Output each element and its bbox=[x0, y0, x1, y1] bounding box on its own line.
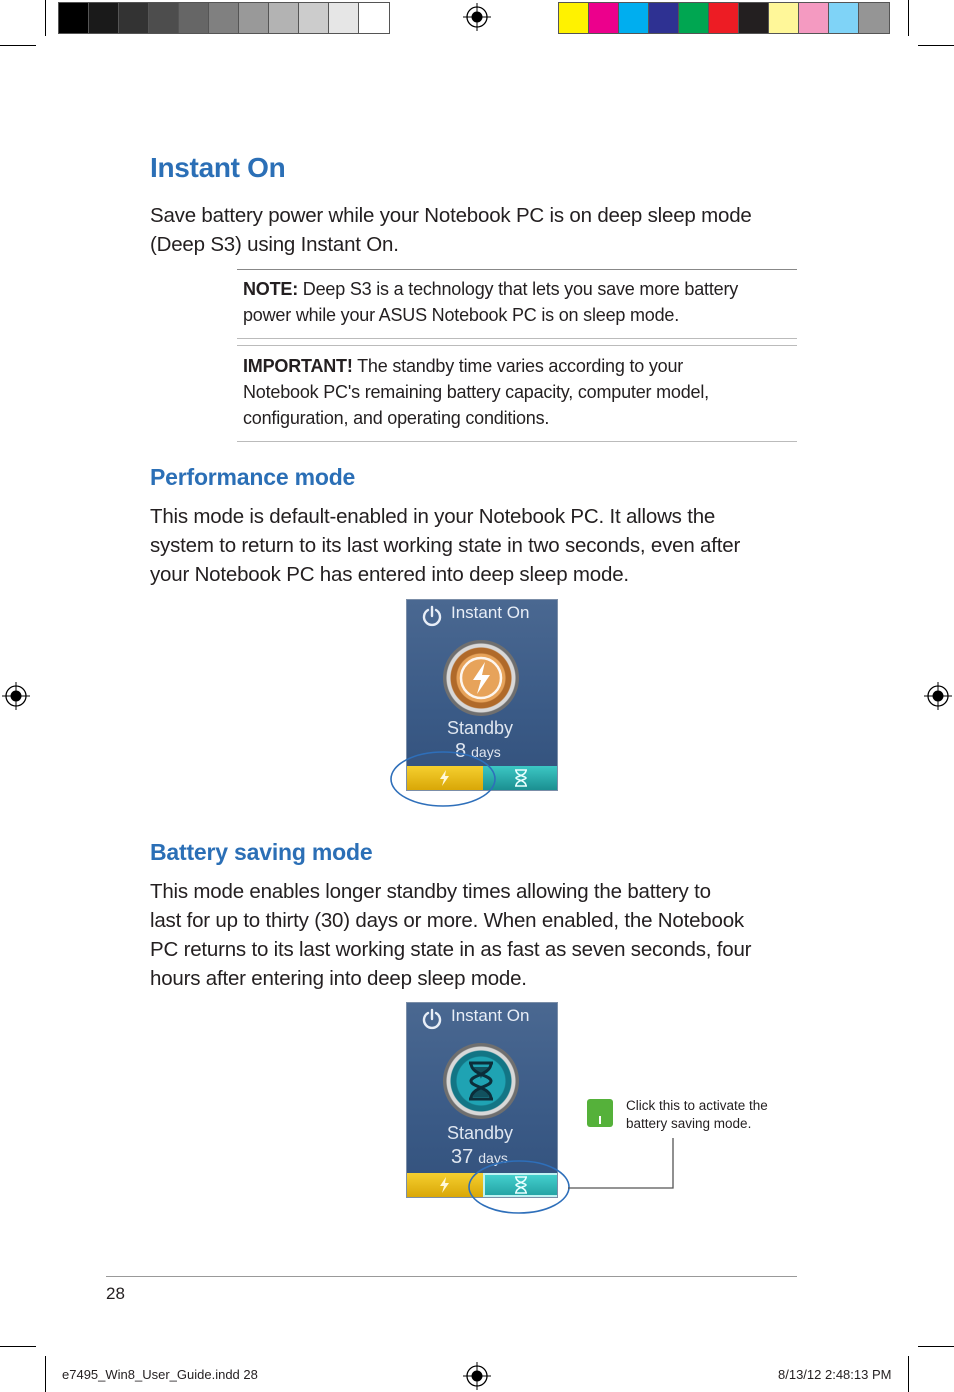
registration-mark-icon bbox=[2, 682, 30, 710]
standby-label: Standby bbox=[447, 718, 514, 738]
page-title: Instant On bbox=[150, 152, 286, 183]
important-box bbox=[243, 353, 803, 431]
registration-mark-icon bbox=[463, 3, 491, 31]
registration-mark-icon bbox=[463, 1362, 491, 1390]
battery-paragraph bbox=[150, 877, 830, 993]
performance-line: system to return to its last working state in two seconds, even after bbox=[150, 534, 741, 557]
crop-mark bbox=[918, 45, 954, 46]
performance-line: This mode is default-enabled in your Notebook PC. It allows the bbox=[150, 505, 716, 528]
standby-label: Standby bbox=[447, 1123, 514, 1143]
note-bottom-rule bbox=[237, 338, 797, 339]
grayscale-color-bar bbox=[58, 2, 390, 34]
callout-text bbox=[626, 1097, 768, 1133]
power-icon bbox=[421, 1008, 443, 1030]
important-label: IMPORTANT! bbox=[243, 356, 353, 376]
lightning-icon bbox=[443, 640, 519, 716]
crop-mark bbox=[918, 1346, 954, 1347]
registration-mark-icon bbox=[924, 682, 952, 710]
days-value: 8 bbox=[455, 740, 467, 762]
battery-heading: Battery saving mode bbox=[150, 839, 373, 865]
battery-line: PC returns to its last working state in as fast as seven seconds, four bbox=[150, 938, 752, 961]
note-text: Deep S3 is a technology that lets you save more battery bbox=[298, 279, 739, 299]
callout-marker bbox=[587, 1099, 613, 1127]
days-unit: days bbox=[471, 744, 501, 760]
battery-line: last for up to thirty (30) days or more. When enabled, the Notebook bbox=[150, 909, 744, 932]
hourglass-orb bbox=[443, 1043, 519, 1119]
crop-mark bbox=[908, 1356, 909, 1392]
note-label: NOTE: bbox=[243, 279, 298, 299]
performance-heading: Performance mode bbox=[150, 464, 356, 490]
important-top-rule bbox=[237, 345, 797, 346]
crop-mark bbox=[908, 0, 909, 36]
battery-line: This mode enables longer standby times allowing the battery to bbox=[150, 880, 711, 903]
hourglass-icon bbox=[513, 769, 529, 787]
crop-mark bbox=[45, 1356, 46, 1392]
crop-mark bbox=[0, 1346, 36, 1347]
lightning-orb bbox=[443, 640, 519, 716]
performance-line: your Notebook PC has entered into deep sleep mode. bbox=[150, 563, 629, 586]
power-icon bbox=[421, 605, 443, 627]
hourglass-icon bbox=[443, 1043, 519, 1119]
slug-date: 8/13/12 2:48:13 PM bbox=[778, 1367, 892, 1382]
crop-mark bbox=[0, 45, 36, 46]
slug-file: e7495_Win8_User_Guide.indd 28 bbox=[62, 1367, 258, 1382]
note-text: power while your ASUS Notebook PC is on sleep mode. bbox=[243, 305, 680, 325]
intro-paragraph bbox=[150, 201, 810, 259]
highlight-circle bbox=[466, 1158, 572, 1216]
battery-line: hours after entering into deep sleep mode. bbox=[150, 967, 527, 990]
crop-mark bbox=[45, 0, 46, 36]
intro-line: Save battery power while your Notebook PC is on deep sleep mode bbox=[150, 204, 752, 227]
important-text: configuration, and operating conditions. bbox=[243, 408, 550, 428]
days-value: 37 bbox=[451, 1146, 474, 1168]
note-top-rule bbox=[237, 269, 797, 270]
days-unit: days bbox=[478, 1150, 508, 1166]
widget-title: Instant On bbox=[451, 1006, 530, 1025]
note-box bbox=[243, 276, 803, 328]
performance-paragraph bbox=[150, 502, 830, 589]
page-number: 28 bbox=[106, 1284, 125, 1303]
important-text: The standby time varies according to your bbox=[352, 356, 684, 376]
highlight-circle bbox=[388, 749, 498, 809]
cmyk-color-bar bbox=[558, 2, 890, 34]
callout-line: Click this to activate the bbox=[626, 1098, 768, 1113]
important-text: Notebook PC's remaining battery capacity, computer model, bbox=[243, 382, 709, 402]
footer-rule bbox=[106, 1276, 797, 1277]
widget-title: Instant On bbox=[451, 603, 530, 622]
callout-line: battery saving mode. bbox=[626, 1116, 752, 1131]
lightning-icon bbox=[438, 1176, 452, 1194]
intro-line: (Deep S3) using Instant On. bbox=[150, 233, 399, 256]
important-bottom-rule bbox=[237, 441, 797, 442]
